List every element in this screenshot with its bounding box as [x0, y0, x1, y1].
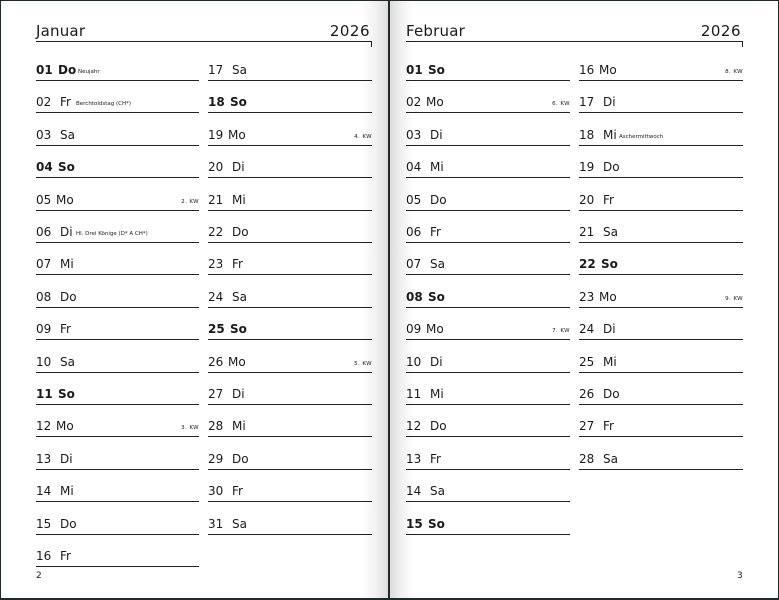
weekday-label: Mo	[426, 322, 444, 337]
weekday-label: So	[230, 322, 247, 337]
day-row[interactable]	[579, 381, 743, 405]
weekday-label: Do	[60, 289, 77, 304]
day-number: 25	[208, 322, 225, 337]
weekday-label: Sa	[232, 63, 247, 77]
day-row[interactable]	[406, 511, 570, 535]
weekday-label: So	[58, 160, 75, 175]
weekday-label: Sa	[430, 484, 445, 499]
day-row[interactable]	[36, 122, 199, 146]
day-row[interactable]	[406, 251, 570, 275]
weekday-label: Fr	[430, 225, 441, 239]
weekday-label: Fr	[603, 192, 614, 207]
day-number: 28	[579, 451, 595, 466]
day-number: 17	[208, 63, 224, 77]
day-number: 12	[36, 419, 52, 434]
day-row[interactable]	[208, 251, 372, 275]
day-row[interactable]	[208, 57, 372, 81]
weekday-label: Mi	[603, 127, 617, 142]
weekday-label: Di	[232, 387, 245, 401]
weekday-label: Mo	[599, 63, 617, 77]
weekday-label: Fr	[232, 257, 243, 272]
day-row[interactable]	[208, 154, 372, 178]
weekday-label: Do	[232, 451, 249, 466]
weekday-label: Sa	[232, 289, 247, 304]
page-number: 2	[36, 571, 42, 581]
day-number: 21	[208, 192, 224, 207]
day-row[interactable]	[208, 316, 372, 340]
day-row[interactable]	[36, 219, 199, 243]
day-row[interactable]	[579, 413, 743, 437]
day-row[interactable]	[579, 89, 743, 113]
day-number: 22	[208, 225, 224, 239]
day-number: 16	[579, 63, 595, 77]
day-number: 05	[36, 192, 52, 207]
weekday-label: Sa	[60, 354, 75, 369]
day-row[interactable]	[36, 251, 199, 275]
day-row[interactable]	[208, 187, 372, 211]
weekday-label: Di	[232, 160, 245, 175]
day-row[interactable]	[36, 284, 199, 308]
day-row[interactable]	[579, 446, 743, 470]
weekday-label: Mo	[56, 419, 74, 434]
day-row[interactable]	[208, 446, 372, 470]
day-number: 01	[36, 63, 53, 77]
day-number: 09	[406, 322, 422, 337]
day-row[interactable]	[36, 381, 199, 405]
day-number: 20	[208, 160, 224, 175]
weekday-label: Do	[430, 192, 447, 207]
day-number: 31	[208, 516, 224, 531]
weekday-label: So	[428, 516, 445, 531]
day-row[interactable]	[406, 89, 570, 113]
day-number: 12	[406, 419, 422, 434]
weekday-label: Do	[603, 387, 620, 401]
month-header	[36, 21, 372, 42]
day-number: 10	[36, 354, 52, 369]
day-row[interactable]	[579, 122, 743, 146]
day-row[interactable]	[579, 219, 743, 243]
calendar-week-label: 5. KW	[354, 360, 372, 367]
day-number: 02	[36, 95, 52, 110]
day-number: 15	[406, 516, 423, 531]
day-number: 23	[208, 257, 224, 272]
weekday-label: Sa	[232, 516, 247, 531]
weekday-label: Do	[430, 419, 447, 434]
weekday-label: Mo	[228, 127, 246, 142]
day-row[interactable]	[208, 89, 372, 113]
weekday-label: Fr	[60, 549, 71, 563]
weekday-label: Fr	[603, 419, 614, 434]
day-row[interactable]	[579, 154, 743, 178]
day-number: 29	[208, 451, 224, 466]
day-row[interactable]	[36, 478, 199, 502]
day-number: 13	[406, 451, 422, 466]
day-row[interactable]	[406, 316, 570, 340]
day-row[interactable]	[208, 413, 372, 437]
weekday-label: Di	[603, 95, 616, 110]
calendar-week-label: 3. KW	[181, 425, 199, 432]
page-january	[1, 1, 388, 598]
day-number: 28	[208, 419, 224, 434]
day-row[interactable]	[208, 478, 372, 502]
day-row[interactable]	[579, 251, 743, 275]
holiday-note: Neujahr	[78, 69, 100, 75]
day-number: 21	[579, 225, 595, 239]
day-number: 20	[579, 192, 595, 207]
day-row[interactable]	[406, 122, 570, 146]
day-number: 02	[406, 95, 422, 110]
day-number: 26	[208, 354, 224, 369]
weekday-label: Mi	[60, 484, 74, 499]
weekday-label: Do	[58, 63, 77, 77]
day-number: 05	[406, 192, 422, 207]
day-number: 26	[579, 387, 595, 401]
weekday-label: Sa	[603, 225, 618, 239]
day-row[interactable]	[406, 57, 570, 81]
day-row[interactable]	[36, 543, 199, 567]
day-number: 06	[406, 225, 422, 239]
day-number: 30	[208, 484, 224, 499]
weekday-label: Mo	[228, 354, 246, 369]
weekday-label: Fr	[60, 322, 71, 337]
weekday-label: Do	[603, 160, 620, 175]
day-row[interactable]	[579, 316, 743, 340]
day-row[interactable]	[36, 187, 199, 211]
day-number: 08	[406, 289, 423, 304]
day-row[interactable]	[36, 413, 199, 437]
header-tick	[742, 41, 743, 47]
weekday-label: So	[230, 95, 247, 110]
day-number: 03	[406, 127, 422, 142]
day-number: 08	[36, 289, 52, 304]
day-row[interactable]	[406, 187, 570, 211]
weekday-label: Mi	[430, 160, 444, 175]
day-number: 23	[579, 289, 595, 304]
day-row[interactable]	[208, 381, 372, 405]
day-number: 22	[579, 257, 596, 272]
day-number: 07	[36, 257, 52, 272]
day-row[interactable]	[406, 413, 570, 437]
day-number: 18	[579, 127, 595, 142]
holiday-note: Hl. Drei Könige (D* A CH*)	[76, 231, 148, 237]
day-row[interactable]	[36, 316, 199, 340]
day-row[interactable]	[406, 478, 570, 502]
weekday-label: Fr	[232, 484, 243, 499]
day-number: 13	[36, 451, 52, 466]
weekday-label: Di	[430, 127, 443, 142]
holiday-note: Berchtoldstag (CH*)	[76, 101, 131, 108]
page-february	[390, 1, 778, 598]
page-number: 3	[737, 571, 743, 581]
year-label: 2026	[700, 22, 741, 40]
weekday-label: Do	[232, 225, 249, 239]
day-row[interactable]	[579, 57, 743, 81]
day-number: 17	[579, 95, 595, 110]
day-row[interactable]	[208, 511, 372, 535]
day-number: 01	[406, 63, 423, 77]
calendar-week-label: 7. KW	[552, 328, 570, 335]
day-number: 19	[579, 160, 595, 175]
day-number: 11	[36, 387, 53, 401]
day-row[interactable]	[208, 122, 372, 146]
month-title: Februar	[406, 22, 465, 40]
calendar-week-label: 9. KW	[725, 295, 743, 302]
day-number: 25	[579, 354, 595, 369]
day-number: 06	[36, 225, 52, 239]
day-row[interactable]	[406, 284, 570, 308]
weekday-label: So	[428, 63, 445, 77]
weekday-label: So	[428, 289, 445, 304]
weekday-label: Mi	[232, 419, 246, 434]
day-row[interactable]	[208, 284, 372, 308]
weekday-label: Mi	[430, 387, 444, 401]
day-row[interactable]	[579, 187, 743, 211]
weekday-label: Di	[60, 225, 73, 239]
day-row[interactable]	[406, 381, 570, 405]
day-number: 04	[36, 160, 53, 175]
day-row[interactable]	[406, 446, 570, 470]
day-number: 15	[36, 516, 52, 531]
weekday-label: Fr	[60, 95, 71, 110]
weekday-label: Do	[60, 516, 77, 531]
day-number: 07	[406, 257, 422, 272]
day-row[interactable]	[36, 349, 199, 373]
day-row[interactable]	[579, 349, 743, 373]
weekday-label: Sa	[430, 257, 445, 272]
weekday-label: Di	[603, 322, 616, 337]
day-number: 24	[579, 322, 595, 337]
weekday-label: Mo	[56, 192, 74, 207]
day-row[interactable]	[208, 219, 372, 243]
weekday-label: Di	[60, 451, 73, 466]
weekday-label: Sa	[603, 451, 618, 466]
day-row[interactable]	[406, 219, 570, 243]
weekday-label: Sa	[60, 127, 75, 142]
day-row[interactable]	[36, 446, 199, 470]
calendar-week-label: 6. KW	[552, 101, 570, 108]
month-header	[406, 21, 743, 42]
weekday-label: Mi	[60, 257, 74, 272]
day-number: 10	[406, 354, 422, 369]
day-number: 18	[208, 95, 225, 110]
calendar-week-label: 2. KW	[181, 198, 199, 205]
day-number: 09	[36, 322, 52, 337]
year-label: 2026	[329, 22, 370, 40]
day-row[interactable]	[36, 511, 199, 535]
day-row[interactable]	[36, 89, 199, 113]
day-number: 27	[579, 419, 595, 434]
calendar-week-label: 4. KW	[354, 133, 372, 140]
weekday-label: Mo	[426, 95, 444, 110]
day-row[interactable]	[208, 349, 372, 373]
day-number: 14	[406, 484, 422, 499]
day-number: 24	[208, 289, 224, 304]
weekday-label: Mo	[599, 289, 617, 304]
day-row[interactable]	[36, 57, 199, 81]
calendar-week-label: 8. KW	[725, 69, 743, 75]
holiday-note: Aschermittwoch	[619, 133, 664, 140]
day-row[interactable]	[579, 284, 743, 308]
day-row[interactable]	[406, 349, 570, 373]
day-number: 19	[208, 127, 224, 142]
day-number: 14	[36, 484, 52, 499]
month-title: Januar	[36, 22, 86, 40]
day-number: 27	[208, 387, 224, 401]
weekday-label: So	[601, 257, 618, 272]
day-number: 03	[36, 127, 52, 142]
day-row[interactable]	[406, 154, 570, 178]
weekday-label: Fr	[430, 451, 441, 466]
weekday-label: Di	[430, 354, 443, 369]
header-tick	[371, 41, 372, 47]
day-row[interactable]	[36, 154, 199, 178]
day-number: 04	[406, 160, 422, 175]
day-number: 16	[36, 549, 52, 563]
weekday-label: Mi	[232, 192, 246, 207]
day-number: 11	[406, 387, 422, 401]
weekday-label: Mi	[603, 354, 617, 369]
weekday-label: So	[58, 387, 75, 401]
